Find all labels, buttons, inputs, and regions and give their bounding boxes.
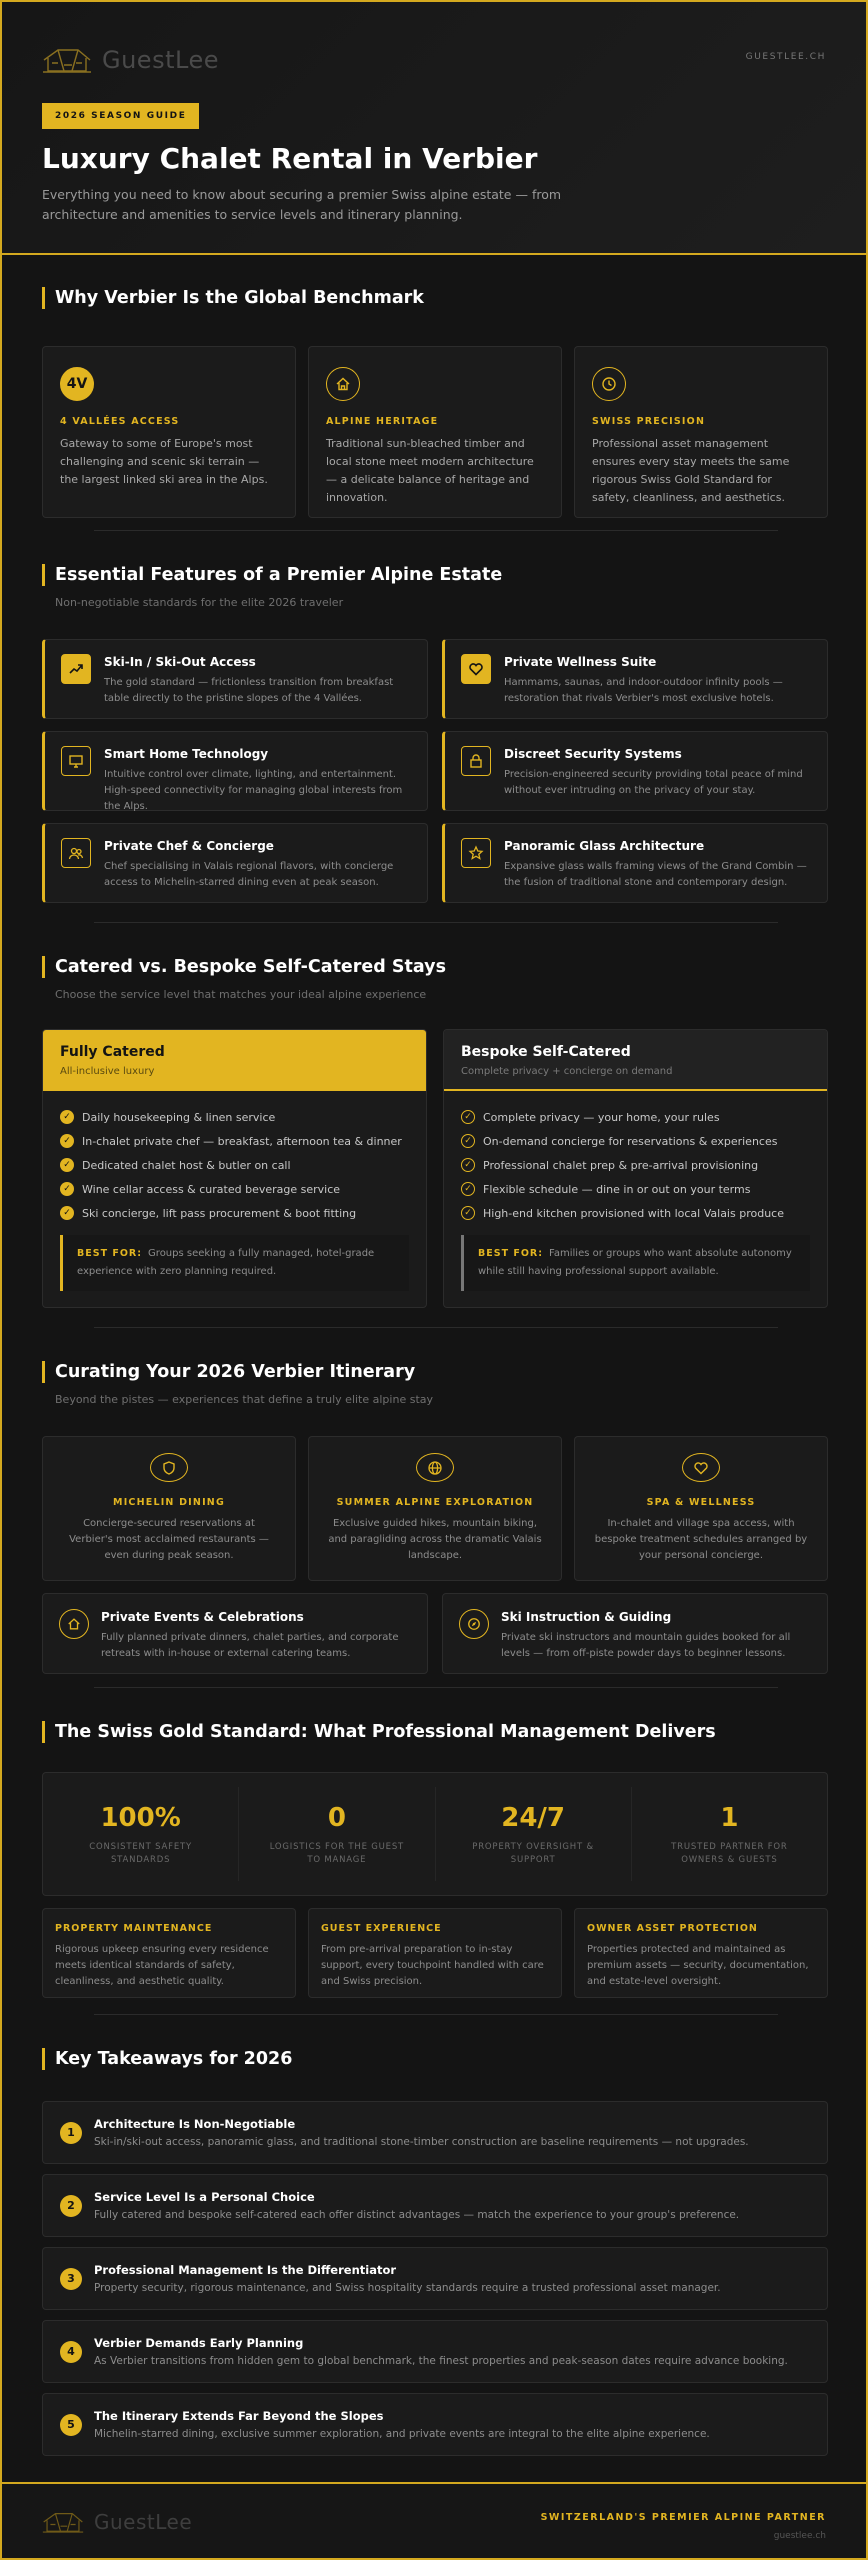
home-icon [326,367,360,401]
check-icon: ✓ [461,1158,475,1172]
pillar-text: Professional asset management ensures every stay meets the same rigorous Swiss Gold Standard for safety, cleanliness, and aesthetics. [592,437,790,504]
check-icon: ✓ [461,1110,475,1124]
feature-text: The gold standard — frictionless transition from breakfast table directly to the pristine slopes of the 4 Vallées. [104,677,394,704]
users-icon [61,838,91,868]
list-item: ✓ Daily housekeeping & linen service [60,1105,409,1129]
management-text: Rigorous upkeep ensuring every residence meets identical standards of safety, cleanliness, and aesthetic quality. [55,1944,269,1987]
plan-name: Fully Catered [60,1044,165,1060]
takeaway-item [42,2393,828,2456]
shield-icon [150,1453,188,1482]
management-card [574,1908,828,1998]
plan-card-bespoke [443,1029,828,1308]
check-icon: ✓ [60,1158,74,1172]
management-label: PROPERTY MAINTENANCE [55,1923,213,1934]
experience-wide-card [42,1593,428,1674]
divider [94,922,778,923]
stays-section [42,955,828,1308]
footer-tagline: SWITZERLAND'S PREMIER ALPINE PARTNER [540,2512,826,2523]
feature-text: Chef specialising in Valais regional flavors, with concierge access to Michelin-starred dining even at peak season. [104,861,394,888]
check-icon: ✓ [60,1134,74,1148]
4v-badge-icon: 4V [60,367,94,401]
section-subtitle: Choose the service level that matches your ideal alpine experience [55,988,427,1001]
plan-tag: All-inclusive luxury [60,1066,155,1077]
chalet-logo-icon [42,46,92,74]
takeaways-section [42,2047,828,2456]
stat-label: CONSISTENT SAFETY STANDARDS [89,1842,192,1865]
pillar-label: ALPINE HERITAGE [326,416,439,427]
standard-section [42,1720,828,1998]
pillar-label: SWISS PRECISION [592,416,706,427]
list-item: ✓ In-chalet private chef — breakfast, afternoon tea & dinner [60,1129,409,1153]
pillar-text: Traditional sun-bleached timber and local stone meet modern architecture — a delicate balance of heritage and innovation. [326,437,534,504]
page-subtitle: Everything you need to know about securing a premier Swiss alpine estate — from architecture and amenities to service levels and itinerary planning. [42,187,562,222]
stat-value: 0 [327,1803,346,1833]
experience-text: Concierge-secured reservations at Verbier's most acclaimed restaurants — even during peak season. [69,1518,269,1561]
experience-label: SPA & WELLNESS [646,1497,756,1508]
takeaway-text: Michelin-starred dining, exclusive summer exploration, and private events are integral to the elite alpine experience. [94,2428,710,2440]
list-item: ✓ Ski concierge, lift pass procurement & boot fitting [60,1201,409,1225]
check-icon: ✓ [461,1134,475,1148]
management-card [308,1908,562,1998]
section-subtitle: Beyond the pistes — experiences that define a truly elite alpine stay [55,1393,434,1406]
feature-title: Private Chef & Concierge [104,839,274,853]
experience-card [308,1436,562,1581]
feature-text: Intuitive control over climate, lighting, and entertainment. High-speed connectivity for managing global interests from the Alps. [104,769,403,812]
pillar-card [42,346,296,518]
stat-label: PROPERTY OVERSIGHT & SUPPORT [472,1842,594,1865]
check-icon: ✓ [461,1182,475,1196]
pillar-label: 4 VALLÉES ACCESS [60,416,180,427]
feature-text: Hammams, saunas, and indoor-outdoor infinity pools — restoration that rivals Verbier's most exclusive hotels. [504,677,783,704]
experience-wide-card [442,1593,828,1674]
pillar-card [574,346,828,518]
heart-icon [682,1453,720,1482]
management-label: OWNER ASSET PROTECTION [587,1923,758,1934]
benchmark-section [42,286,828,518]
heart-icon [461,654,491,684]
takeaway-title: Architecture Is Non-Negotiable [94,2117,296,2131]
compass-icon [459,1609,489,1639]
list-item: ✓ Flexible schedule — dine in or out on your terms [461,1177,810,1201]
stat-item [436,1787,632,1881]
feature-title: Smart Home Technology [104,747,269,761]
feature-card [42,639,428,719]
section-subtitle: Non-negotiable standards for the elite 2026 traveler [55,596,344,609]
stat-value: 100% [100,1803,181,1833]
footer-brand[interactable] [42,2510,192,2534]
feature-title: Discreet Security Systems [504,747,682,761]
experience-card [42,1436,296,1581]
season-badge: 2026 SEASON GUIDE [42,103,199,129]
stat-item [239,1787,435,1881]
takeaway-number: 3 [60,2268,82,2290]
experience-text: Exclusive guided hikes, mountain biking, and paragliding across the dramatic Valais landscape. [328,1518,542,1561]
takeaway-item [42,2320,828,2383]
list-item: ✓ Complete privacy — your home, your rules [461,1105,810,1129]
takeaway-number: 1 [60,2122,82,2144]
feature-title: Ski-In / Ski-Out Access [104,655,256,669]
section-title: Essential Features of a Premier Alpine Estate [42,563,828,587]
section-title: Curating Your 2026 Verbier Itinerary [42,1360,828,1384]
section-title: Key Takeaways for 2026 [42,2047,828,2071]
features-section [42,563,828,903]
list-item: ✓ On-demand concierge for reservations & experiences [461,1129,810,1153]
check-icon: ✓ [60,1206,74,1220]
takeaway-title: The Itinerary Extends Far Beyond the Slopes [94,2409,384,2423]
pillar-text: Gateway to some of Europe's most challenging and scenic ski terrain — the largest linked ski area in the Alps. [60,437,268,486]
footer-brand-name: GuestLee [94,2510,193,2534]
globe-icon [416,1453,454,1482]
takeaway-number: 4 [60,2341,82,2363]
management-text: Properties protected and maintained as premium assets — security, documentation, and estate-level oversight. [587,1944,809,1987]
divider [94,2014,778,2015]
list-item: ✓ High-end kitchen provisioned with local Valais produce [461,1201,810,1225]
feature-text: Precision-engineered security providing total peace of mind without ever intruding on the privacy of your stay. [504,769,803,796]
list-item: ✓ Wine cellar access & curated beverage service [60,1177,409,1201]
takeaway-item [42,2247,828,2310]
brand[interactable] [42,46,219,74]
experience-label: SUMMER ALPINE EXPLORATION [336,1497,534,1508]
section-title: Why Verbier Is the Global Benchmark [42,286,828,310]
experience-text: Fully planned private dinners, chalet parties, and corporate retreats with in-house or external catering teams. [101,1632,399,1659]
takeaway-item [42,2174,828,2237]
takeaway-item [42,2101,828,2164]
stat-label: LOGISTICS FOR THE GUEST TO MANAGE [269,1842,405,1865]
stats-panel [42,1772,828,1896]
stat-label: TRUSTED PARTNER FOR OWNERS & GUESTS [671,1842,788,1865]
experience-title: Ski Instruction & Guiding [501,1610,672,1624]
stat-item [632,1787,827,1881]
stat-value: 1 [720,1803,739,1833]
experience-card [574,1436,828,1581]
feature-title: Panoramic Glass Architecture [504,839,705,853]
brand-url[interactable]: GUESTLEE.CH [745,52,826,62]
plan-card-catered [42,1029,427,1308]
brand-name: GuestLee [102,46,219,74]
list-item: ✓ Professional chalet prep & pre-arrival provisioning [461,1153,810,1177]
takeaway-number: 5 [60,2414,82,2436]
feature-card [442,731,828,811]
check-icon: ✓ [461,1206,475,1220]
feature-card [442,639,828,719]
monitor-icon [61,746,91,776]
lock-icon [461,746,491,776]
takeaway-title: Verbier Demands Early Planning [94,2336,304,2350]
section-title: Catered vs. Bespoke Self-Catered Stays [42,955,828,979]
itinerary-section [42,1360,828,1674]
feature-card [42,823,428,903]
feature-card [442,823,828,903]
feature-card [42,731,428,811]
experience-text: Private ski instructors and mountain guides booked for all levels — from off-piste powder days to beginner lessons. [501,1632,791,1659]
management-text: From pre-arrival preparation to in-stay support, every touchpoint handled with care and Swiss precision. [321,1944,544,1987]
best-for-note: BEST FOR: Groups seeking a fully managed, hotel-grade experience with zero planning required. [60,1235,409,1291]
divider [94,1327,778,1328]
experience-label: MICHELIN DINING [113,1497,225,1508]
plan-tag: Complete privacy + concierge on demand [461,1066,673,1077]
hero [2,2,866,255]
clock-icon [592,367,626,401]
plan-name: Bespoke Self-Catered [461,1044,631,1060]
experience-text: In-chalet and village spa access, with bespoke treatment schedules arranged by your personal concierge. [594,1518,808,1561]
takeaway-title: Service Level Is a Personal Choice [94,2190,315,2204]
divider [94,1687,778,1688]
takeaway-text: Fully catered and bespoke self-catered each offer distinct advantages — match the experience to your group's preference. [94,2209,740,2221]
takeaway-text: Ski-in/ski-out access, panoramic glass, and traditional stone-timber construction are baseline requirements — not upgrades. [94,2136,749,2148]
management-label: GUEST EXPERIENCE [321,1923,442,1934]
stat-value: 24/7 [501,1803,566,1833]
star-icon [461,838,491,868]
trend-up-icon [61,654,91,684]
divider [94,530,778,531]
takeaway-title: Professional Management Is the Differentiator [94,2263,397,2277]
footer-url[interactable]: guestlee.ch [773,2531,826,2541]
experience-title: Private Events & Celebrations [101,1610,304,1624]
takeaway-text: Property security, rigorous maintenance, and Swiss hospitality standards require a trusted professional asset manager. [94,2282,721,2294]
feature-title: Private Wellness Suite [504,655,657,669]
page-title: Luxury Chalet Rental in Verbier [42,142,538,175]
takeaway-text: As Verbier transitions from hidden gem to global benchmark, the finest properties and peak-season dates require advance booking. [94,2355,788,2367]
list-item: ✓ Dedicated chalet host & butler on call [60,1153,409,1177]
chalet-logo-icon [42,2510,84,2534]
home-icon [59,1609,89,1639]
management-card [42,1908,296,1998]
best-for-note: BEST FOR: Families or groups who want absolute autonomy while still having professional support available. [461,1235,810,1291]
footer [2,2482,866,2560]
pillar-card [308,346,562,518]
check-icon: ✓ [60,1110,74,1124]
takeaway-number: 2 [60,2195,82,2217]
section-title: The Swiss Gold Standard: What Professional Management Delivers [42,1720,828,1744]
stat-item [43,1787,239,1881]
feature-text: Expansive glass walls framing views of the Grand Combin — the fusion of traditional stone and contemporary design. [504,861,807,888]
check-icon: ✓ [60,1182,74,1196]
